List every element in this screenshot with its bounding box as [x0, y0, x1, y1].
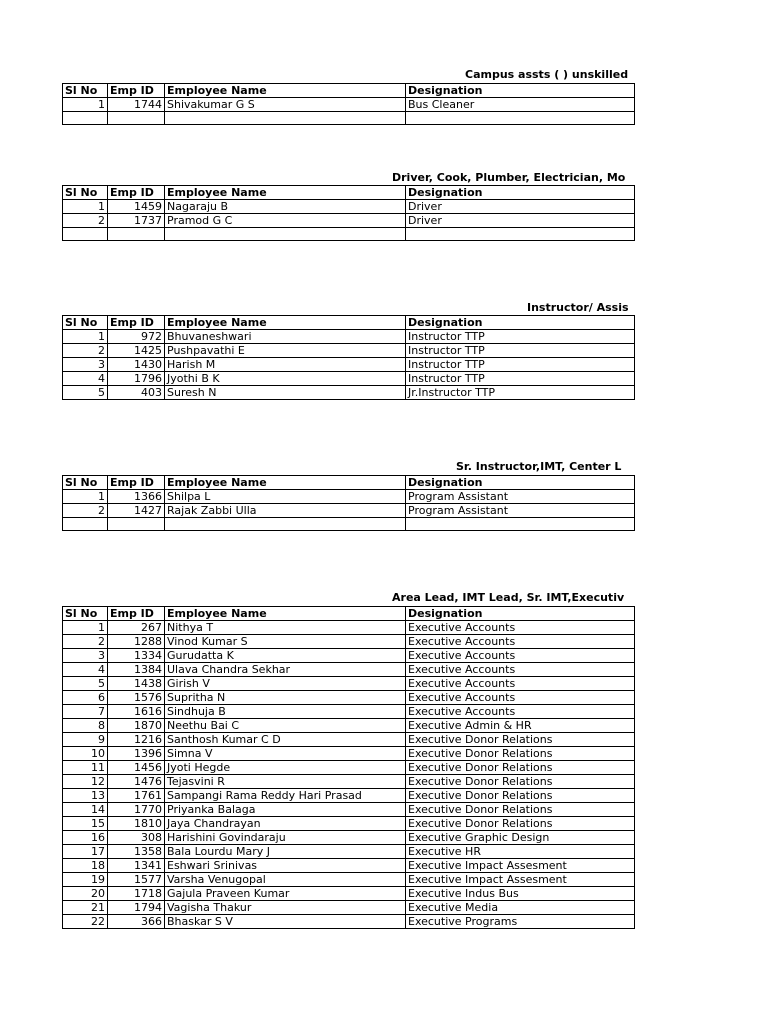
section-title — [62, 591, 633, 605]
cell-emp-id: 1366 — [108, 490, 165, 504]
cell-emp-id: 1870 — [108, 719, 165, 733]
table-row — [63, 635, 635, 649]
cell-designation: Instructor TTP — [406, 344, 635, 358]
cell-sl-no: 6 — [63, 691, 108, 705]
cell-sl-no: 22 — [63, 915, 108, 929]
table-row — [63, 386, 635, 400]
cell-designation: Executive Donor Relations — [406, 761, 635, 775]
table-row — [63, 490, 635, 504]
section-title — [62, 68, 633, 82]
cell-emp-id: 1438 — [108, 677, 165, 691]
cell-employee-name: Priyanka Balaga — [165, 803, 406, 817]
cell-sl-no: 13 — [63, 789, 108, 803]
table-row — [63, 344, 635, 358]
table-row — [63, 372, 635, 386]
cell-sl-no: 1 — [63, 330, 108, 344]
cell-emp-id: 1718 — [108, 887, 165, 901]
column-header-sl-no: Sl No — [63, 316, 108, 330]
cell-employee-name: Rajak Zabbi Ulla — [165, 504, 406, 518]
cell-sl-no: 2 — [63, 504, 108, 518]
cell-designation — [406, 518, 635, 531]
cell-emp-id: 1384 — [108, 663, 165, 677]
cell-emp-id: 972 — [108, 330, 165, 344]
cell-emp-id: 1810 — [108, 817, 165, 831]
section-title-text: Driver, Cook, Plumber, Electrician, Mo — [392, 171, 626, 184]
cell-sl-no: 20 — [63, 887, 108, 901]
column-header-employee-name: Employee Name — [165, 186, 406, 200]
table-row — [63, 887, 635, 901]
cell-emp-id: 1576 — [108, 691, 165, 705]
cell-employee-name: Bhaskar S V — [165, 915, 406, 929]
cell-employee-name: Bala Lourdu Mary J — [165, 845, 406, 859]
cell-sl-no: 1 — [63, 490, 108, 504]
table-row — [63, 677, 635, 691]
cell-employee-name: Santhosh Kumar C D — [165, 733, 406, 747]
column-header-sl-no: Sl No — [63, 84, 108, 98]
column-header-designation: Designation — [406, 476, 635, 490]
cell-sl-no: 7 — [63, 705, 108, 719]
table-row — [63, 112, 635, 125]
cell-employee-name: Nagaraju B — [165, 200, 406, 214]
cell-emp-id: 1476 — [108, 775, 165, 789]
cell-sl-no: 17 — [63, 845, 108, 859]
cell-sl-no: 21 — [63, 901, 108, 915]
cell-designation: Executive Impact Assesment — [406, 859, 635, 873]
cell-sl-no: 14 — [63, 803, 108, 817]
cell-sl-no: 3 — [63, 649, 108, 663]
table-row — [63, 621, 635, 635]
cell-designation: Executive Admin & HR — [406, 719, 635, 733]
cell-emp-id: 1616 — [108, 705, 165, 719]
employee-table — [62, 606, 635, 929]
column-header-emp-id: Emp ID — [108, 316, 165, 330]
cell-designation: Jr.Instructor TTP — [406, 386, 635, 400]
cell-sl-no: 12 — [63, 775, 108, 789]
cell-sl-no — [63, 518, 108, 531]
cell-designation: Executive Accounts — [406, 705, 635, 719]
cell-designation: Executive Donor Relations — [406, 747, 635, 761]
cell-designation: Executive Programs — [406, 915, 635, 929]
cell-sl-no: 2 — [63, 214, 108, 228]
cell-emp-id: 267 — [108, 621, 165, 635]
cell-employee-name: Bhuvaneshwari — [165, 330, 406, 344]
table-row — [63, 915, 635, 929]
table-row — [63, 789, 635, 803]
column-header-employee-name: Employee Name — [165, 476, 406, 490]
table-row — [63, 200, 635, 214]
cell-emp-id: 1770 — [108, 803, 165, 817]
cell-sl-no: 5 — [63, 386, 108, 400]
cell-emp-id: 1459 — [108, 200, 165, 214]
cell-emp-id: 1456 — [108, 761, 165, 775]
cell-employee-name: Eshwari Srinivas — [165, 859, 406, 873]
table-row — [63, 901, 635, 915]
cell-emp-id: 1430 — [108, 358, 165, 372]
table-row — [63, 845, 635, 859]
cell-employee-name: Neethu Bai C — [165, 719, 406, 733]
cell-designation: Driver — [406, 200, 635, 214]
cell-emp-id — [108, 228, 165, 241]
cell-sl-no: 11 — [63, 761, 108, 775]
cell-employee-name: Shivakumar G S — [165, 98, 406, 112]
section-title — [62, 460, 633, 474]
cell-designation: Program Assistant — [406, 504, 635, 518]
column-header-employee-name: Employee Name — [165, 316, 406, 330]
table-row — [63, 733, 635, 747]
table-row — [63, 518, 635, 531]
cell-designation: Executive HR — [406, 845, 635, 859]
cell-employee-name: Shilpa L — [165, 490, 406, 504]
cell-emp-id: 366 — [108, 915, 165, 929]
cell-emp-id: 1341 — [108, 859, 165, 873]
cell-designation: Executive Donor Relations — [406, 733, 635, 747]
cell-designation: Instructor TTP — [406, 358, 635, 372]
cell-sl-no — [63, 112, 108, 125]
cell-designation: Executive Accounts — [406, 677, 635, 691]
cell-designation: Executive Indus Bus — [406, 887, 635, 901]
cell-employee-name: Pushpavathi E — [165, 344, 406, 358]
cell-designation: Executive Accounts — [406, 621, 635, 635]
cell-employee-name: Jaya Chandrayan — [165, 817, 406, 831]
section-title — [62, 171, 633, 185]
table-row — [63, 803, 635, 817]
cell-designation: Bus Cleaner — [406, 98, 635, 112]
cell-emp-id: 1427 — [108, 504, 165, 518]
cell-sl-no: 1 — [63, 98, 108, 112]
cell-designation: Program Assistant — [406, 490, 635, 504]
cell-emp-id: 1744 — [108, 98, 165, 112]
section-title-text: Area Lead, IMT Lead, Sr. IMT,Executiv — [392, 591, 625, 604]
column-header-employee-name: Employee Name — [165, 607, 406, 621]
table-header-row — [63, 316, 635, 330]
cell-designation: Instructor TTP — [406, 372, 635, 386]
cell-designation: Executive Donor Relations — [406, 817, 635, 831]
cell-employee-name: Harish M — [165, 358, 406, 372]
cell-employee-name: Pramod G C — [165, 214, 406, 228]
cell-designation: Executive Accounts — [406, 663, 635, 677]
column-header-employee-name: Employee Name — [165, 84, 406, 98]
cell-emp-id: 1796 — [108, 372, 165, 386]
cell-employee-name: Ulava Chandra Sekhar — [165, 663, 406, 677]
section-title — [62, 301, 633, 315]
cell-emp-id: 308 — [108, 831, 165, 845]
cell-employee-name: Girish V — [165, 677, 406, 691]
table-row — [63, 747, 635, 761]
table-row — [63, 831, 635, 845]
cell-employee-name: Supritha N — [165, 691, 406, 705]
cell-employee-name: Jyothi B K — [165, 372, 406, 386]
cell-emp-id: 1794 — [108, 901, 165, 915]
column-header-sl-no: Sl No — [63, 186, 108, 200]
cell-emp-id: 1577 — [108, 873, 165, 887]
cell-sl-no: 3 — [63, 358, 108, 372]
cell-emp-id: 1334 — [108, 649, 165, 663]
cell-emp-id: 1425 — [108, 344, 165, 358]
cell-sl-no — [63, 228, 108, 241]
cell-employee-name: Jyoti Hegde — [165, 761, 406, 775]
cell-designation — [406, 228, 635, 241]
column-header-sl-no: Sl No — [63, 476, 108, 490]
cell-designation: Executive Donor Relations — [406, 775, 635, 789]
employee-table — [62, 83, 635, 125]
cell-sl-no: 9 — [63, 733, 108, 747]
cell-sl-no: 1 — [63, 621, 108, 635]
cell-sl-no: 19 — [63, 873, 108, 887]
cell-emp-id: 1288 — [108, 635, 165, 649]
cell-designation: Executive Donor Relations — [406, 803, 635, 817]
cell-emp-id — [108, 112, 165, 125]
section-title-text: Campus assts ( ) unskilled — [465, 68, 629, 81]
cell-sl-no: 18 — [63, 859, 108, 873]
table-row — [63, 358, 635, 372]
table-row — [63, 691, 635, 705]
cell-sl-no: 2 — [63, 344, 108, 358]
employee-table — [62, 185, 635, 241]
cell-emp-id: 1358 — [108, 845, 165, 859]
cell-emp-id: 1216 — [108, 733, 165, 747]
employee-table — [62, 475, 635, 531]
table-row — [63, 705, 635, 719]
cell-sl-no: 16 — [63, 831, 108, 845]
table-row — [63, 873, 635, 887]
cell-employee-name: Suresh N — [165, 386, 406, 400]
cell-designation: Executive Accounts — [406, 691, 635, 705]
column-header-designation: Designation — [406, 316, 635, 330]
table-row — [63, 214, 635, 228]
cell-employee-name: Vagisha Thakur — [165, 901, 406, 915]
table-row — [63, 817, 635, 831]
table-row — [63, 98, 635, 112]
employee-table — [62, 315, 635, 400]
cell-emp-id: 1396 — [108, 747, 165, 761]
cell-designation — [406, 112, 635, 125]
cell-emp-id — [108, 518, 165, 531]
section-title-text: Sr. Instructor,IMT, Center L — [456, 460, 622, 473]
cell-employee-name: Sindhuja B — [165, 705, 406, 719]
cell-emp-id: 403 — [108, 386, 165, 400]
table-row — [63, 859, 635, 873]
cell-employee-name: Tejasvini R — [165, 775, 406, 789]
cell-designation: Instructor TTP — [406, 330, 635, 344]
column-header-designation: Designation — [406, 84, 635, 98]
cell-emp-id: 1737 — [108, 214, 165, 228]
table-row — [63, 719, 635, 733]
column-header-emp-id: Emp ID — [108, 476, 165, 490]
cell-employee-name: Nithya T — [165, 621, 406, 635]
table-row — [63, 504, 635, 518]
cell-sl-no: 2 — [63, 635, 108, 649]
cell-employee-name: Simna V — [165, 747, 406, 761]
cell-employee-name — [165, 112, 406, 125]
cell-designation: Executive Accounts — [406, 635, 635, 649]
cell-sl-no: 4 — [63, 372, 108, 386]
column-header-emp-id: Emp ID — [108, 186, 165, 200]
table-header-row — [63, 84, 635, 98]
column-header-emp-id: Emp ID — [108, 607, 165, 621]
table-header-row — [63, 607, 635, 621]
table-row — [63, 649, 635, 663]
table-header-row — [63, 476, 635, 490]
cell-sl-no: 8 — [63, 719, 108, 733]
cell-designation: Executive Media — [406, 901, 635, 915]
cell-sl-no: 5 — [63, 677, 108, 691]
cell-designation: Executive Impact Assesment — [406, 873, 635, 887]
cell-sl-no: 4 — [63, 663, 108, 677]
table-row — [63, 761, 635, 775]
cell-employee-name: Gurudatta K — [165, 649, 406, 663]
cell-sl-no: 15 — [63, 817, 108, 831]
table-row — [63, 330, 635, 344]
column-header-emp-id: Emp ID — [108, 84, 165, 98]
section-title-text: Instructor/ Assis — [527, 301, 629, 314]
cell-employee-name: Varsha Venugopal — [165, 873, 406, 887]
cell-sl-no: 1 — [63, 200, 108, 214]
table-header-row — [63, 186, 635, 200]
column-header-designation: Designation — [406, 186, 635, 200]
table-row — [63, 775, 635, 789]
cell-employee-name: Sampangi Rama Reddy Hari Prasad — [165, 789, 406, 803]
cell-designation: Executive Graphic Design — [406, 831, 635, 845]
cell-emp-id: 1761 — [108, 789, 165, 803]
cell-designation: Executive Donor Relations — [406, 789, 635, 803]
table-row — [63, 228, 635, 241]
column-header-designation: Designation — [406, 607, 635, 621]
table-row — [63, 663, 635, 677]
cell-employee-name: Gajula Praveen Kumar — [165, 887, 406, 901]
cell-employee-name: Harishini Govindaraju — [165, 831, 406, 845]
cell-designation: Driver — [406, 214, 635, 228]
cell-sl-no: 10 — [63, 747, 108, 761]
cell-employee-name — [165, 228, 406, 241]
column-header-sl-no: Sl No — [63, 607, 108, 621]
cell-designation: Executive Accounts — [406, 649, 635, 663]
cell-employee-name: Vinod Kumar S — [165, 635, 406, 649]
cell-employee-name — [165, 518, 406, 531]
